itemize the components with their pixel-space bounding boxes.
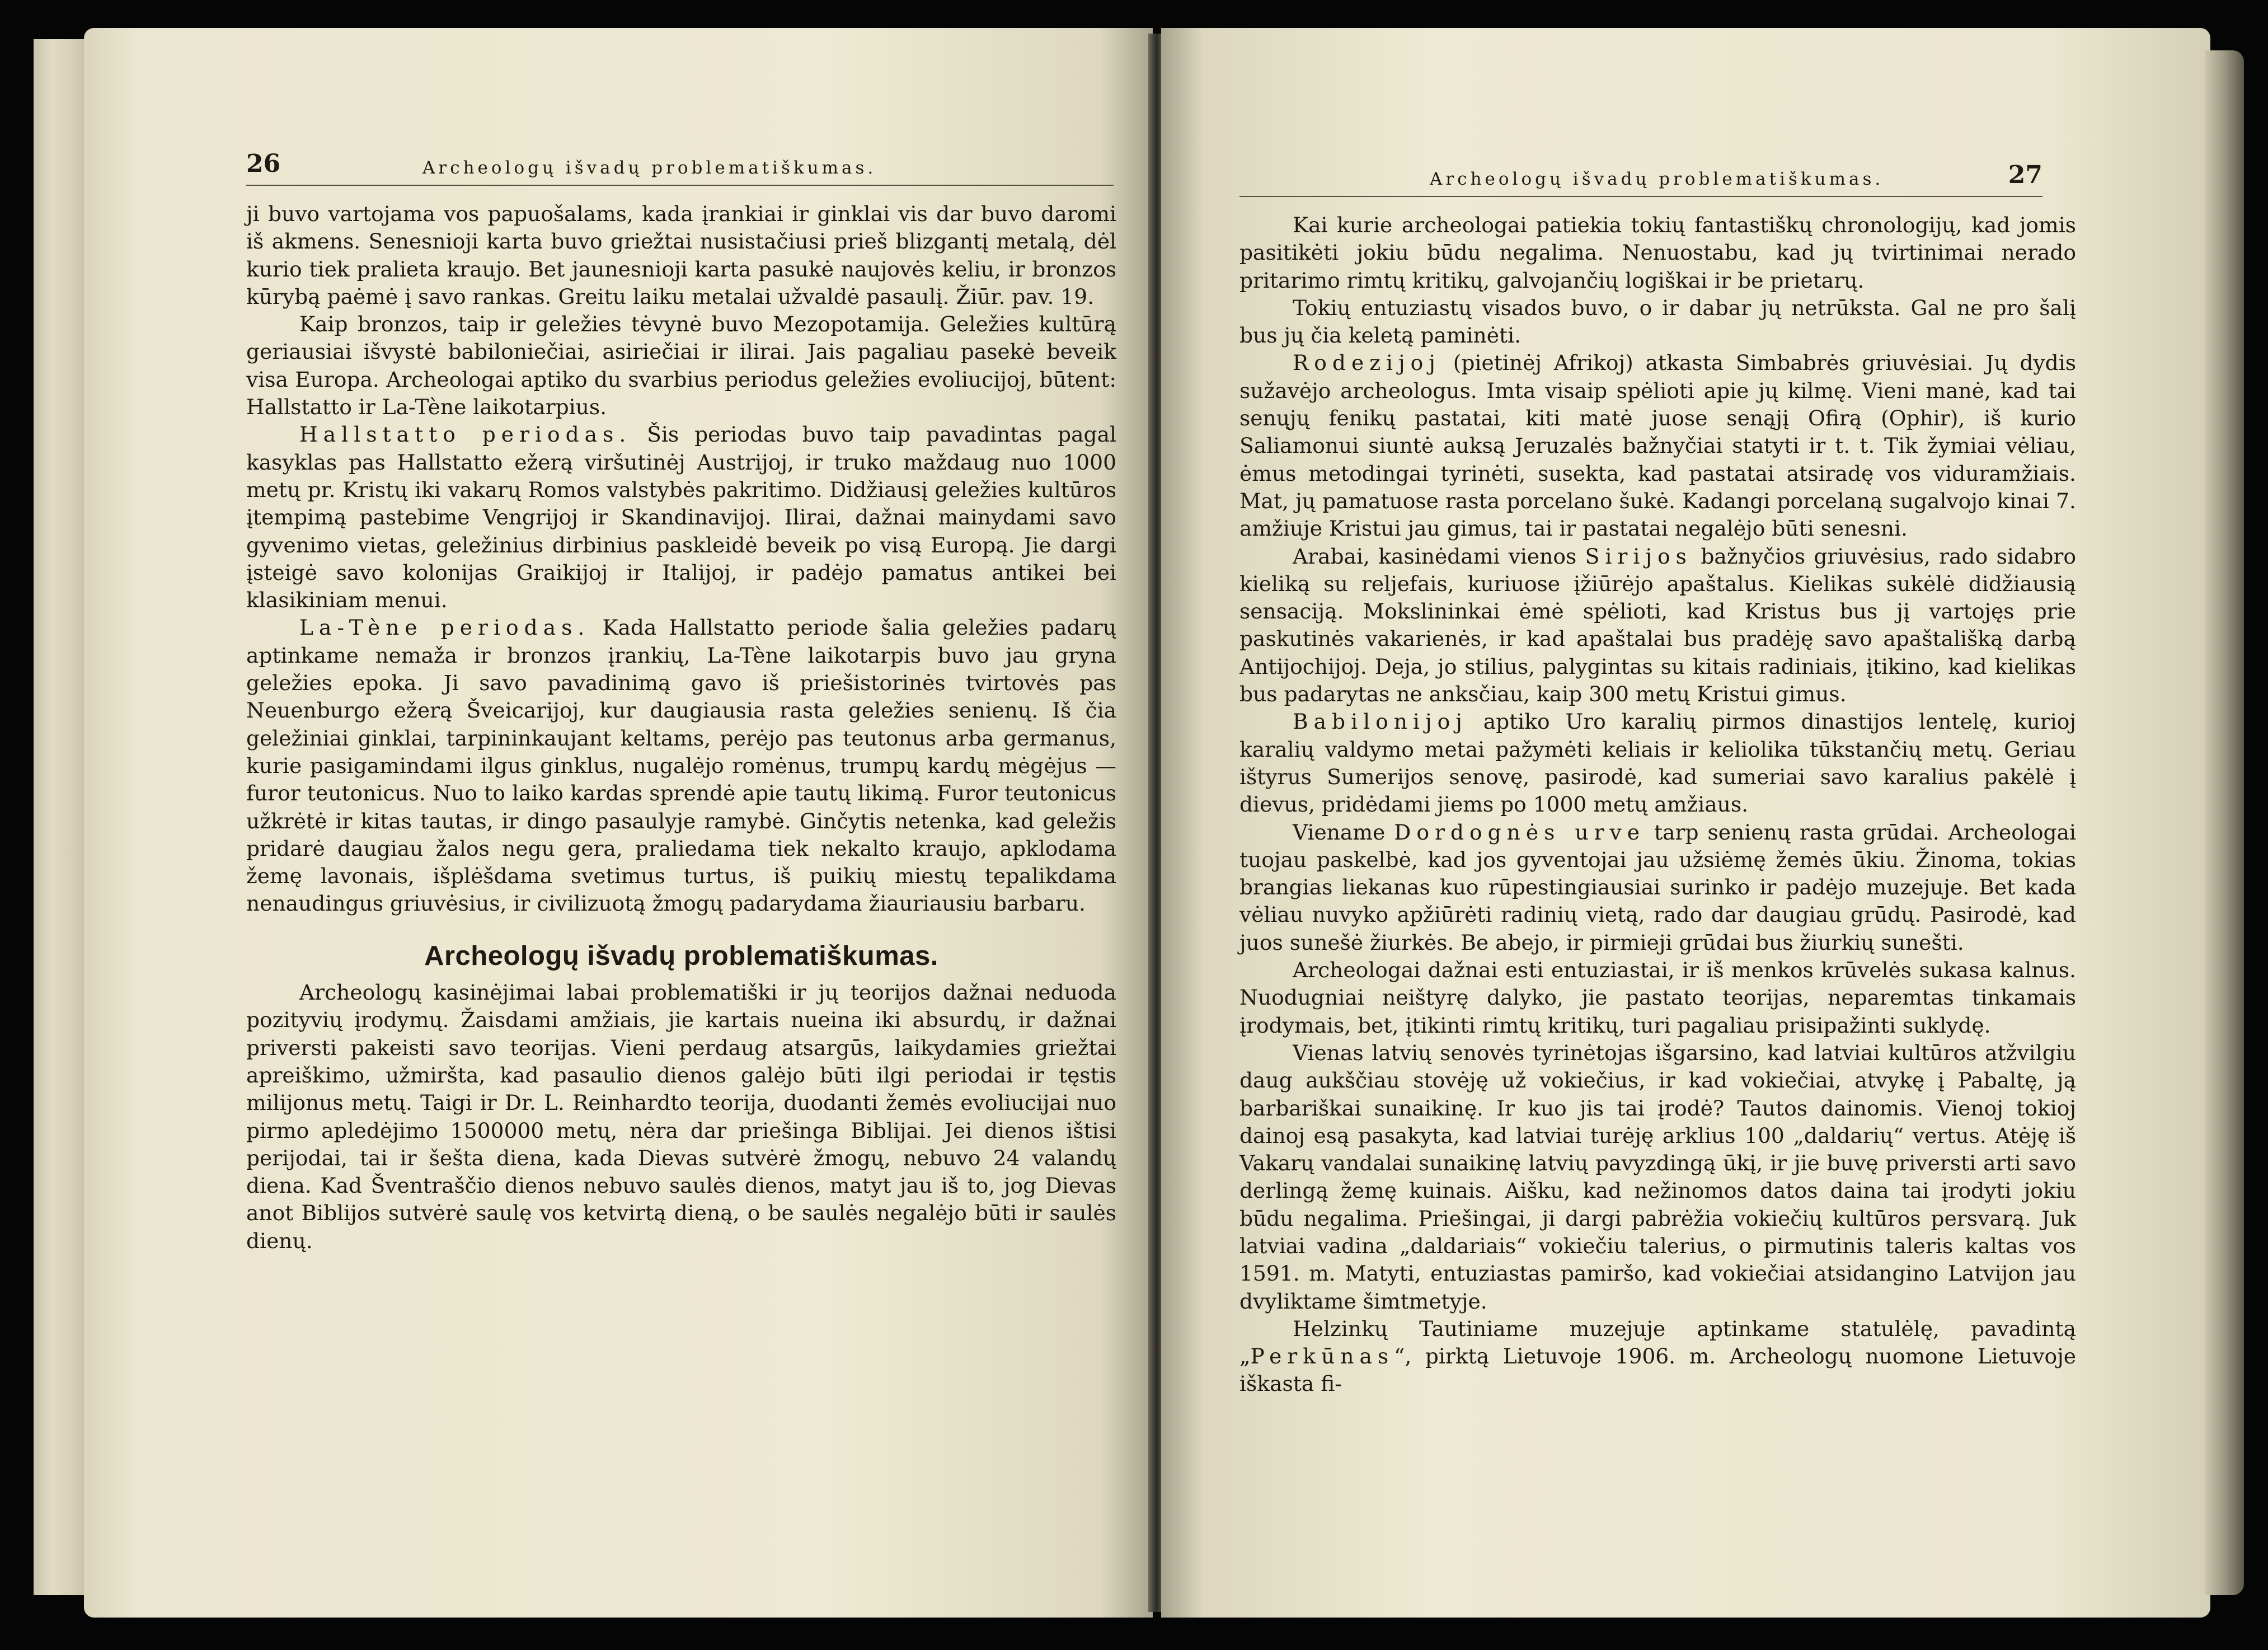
- paragraph: [1239, 708, 2076, 818]
- paragraph: Archeologų kasinėjimai labai problematiški ir jų teorijos dažnai neduoda pozityvių įrodymų. Žaisdami amžiais, jie kartais nueina iki absurdų, ir dažnai priversti pakeisti savo teorijas. Vieni perdaug atsargūs, laikydamies griežtai apreiškimo, užmiršta, kad pasaulio dienos galėjo būti ilgi periodai ir tęstis milijonus metų. Taigi ir Dr. L. Reinhardto teorija, duodanti žemės evoliucijai nuo pirmo apledėjimo 1500000 metų, nėra dar priešinga Biblijai. Jei dienos ištisi perijodai, tai ir šešta diena, kada Dievas sutvėrė žmogų, nebuvo 24 valandų diena. Kad Šventraščio dienos nebuvo saulės dienos, matyt jau iš to, jog Dievas anot Biblijos sutvėrė saulę vos ketvirtą dieną, o be saulės negalėjo būti ir saulės dienų.: [246, 980, 1116, 1253]
- paragraph: [246, 421, 1116, 614]
- paragraph: [1239, 543, 2076, 709]
- paragraph-text: bažnyčios griuvėsius, rado sidabro kieliką su reljefais, kuriuose įžiūrėjo apaštalus. Kielikas sukėlė didžiausią sensaciją. Mokslininkai ėmė spėlioti, kad Kristus bus jį vartojęs prie paskutinės vakarienės, ir kad apaštalai bus pradėję savo apaštališką darbą Antijochijoj. Deja, jo stilius, palygintas su kitais radiniais, įtikino, kad kielikas bus padarytas ne anksčiau, kaip 300 metų Kristui gimus.: [1239, 543, 2076, 707]
- paragraph: [1239, 349, 2076, 542]
- running-head: Archeologų išvadų problematiškumas.: [1430, 169, 1884, 189]
- paragraph-lead: Hallstatto periodas.: [299, 422, 632, 447]
- paragraph-text: tarp senienų rasta grūdai. Archeologai tuojau paskelbė, kad jos gyventojai jau užsiėmę žemės ūkiu. Žinoma, tokias brangias liekanas kuo rūpestingiausiai surinko ir padėjo muzejuje. Bet kada vėliau nuvyko apžiūrėti radinių vietą, rado dar daugiau grūdų. Pasirodė, kad juos sunešė žiurkės. Be abejo, ir pirmieji grūdai bus žiurkių sunešti.: [1239, 819, 2076, 955]
- paragraph-text: Kada Hallstatto periode šalia geležies padarų aptinkame nemaža ir bronzos įrankių, La-Tène laikotarpis buvo jau gryna geležies epoka. Ji savo pavadinimą gavo iš priešistorinės tvirtovės pas Neuenburgo ežerą Šveicarijoj, kur daugiausia rasta geležies senienų. Iš čia geležiniai ginklai, tarpininkaujant keltams, perėjo pas teutonus arba germanus, kurie pasigamindami ilgus ginklus, nugalėjo romėnus, trumpų kardų mėgėjus — furor teutonicus. Nuo to laiko kardas sprendė apie tautų likimą. Furor teutonicus užkrėtė ir kitas tautas, ir dingo pasaulyje ramybė. Ginčytis netenka, kad geležis pridarė daugiau žalos negu gera, praliedama tiek nekalto kraujo, apklodama žemę lavonais, išplėšdama svetimus turtus, iš puikių miestų tepalikdama nenaudingus griuvėsius, ir civilizuotą žmogų padarydama žiauriausiu barbaru.: [246, 615, 1116, 916]
- running-head: Archeologų išvadų problematiškumas.: [422, 158, 877, 178]
- paragraph-pre: Helzinkų Tautiniame muzejuje aptinkame statulėlę, pavadintą „: [1239, 1316, 2076, 1369]
- paragraph-lead: Rodezijoj: [1293, 350, 1441, 376]
- paragraph: Archeologai dažnai esti entuziastai, ir iš menkos krūvelės sukasa kalnus. Nuodugniai neištyrę dalyko, jie pastato teorijas, neparemtas tinkamais įrodymais, bet, įtikinti rimtų kritikų, turi pagaliau prisipažinti suklydę.: [1239, 958, 2076, 1038]
- paragraph-text: Šis periodas buvo taip pavadintas pagal kasyklas pas Hallstatto ežerą viršutinėj Austrijoj, ir truko maždaug nuo 1000 metų pr. Kristų iki vakarų Romos valstybės pakritimo. Didžiausį geležies kultūros įtempimą pastebime Vengrijoj ir Skandinavijoj. Ilirai, dažnai mainydami savo gyvenimo vietas, geležinius dirbinius paskleidė beveik po visą Europą. Jie dargi įsteigė savo kolonijas Graikijoj ir Italijoj, ir padėjo pamatus antikei bei klasikiniam menui.: [246, 422, 1116, 613]
- paragraph: [1239, 819, 2076, 957]
- paragraph: [246, 614, 1116, 917]
- right-page: [1161, 28, 2210, 1618]
- paragraph-text: aptiko Uro karalių pirmos dinastijos lentelę, kurioj karalių valdymo metai pažymėti keliais ir keliolika tūkstančių metų. Geriau ištyrus Sumerijos senovę, pasirodė, kad sumeriai savo karalius pakėlė į dievus, pridėdami jiems po 1000 metų amžiaus.: [1239, 709, 2076, 817]
- paragraph-pre: Arabai, kasinėdami vienos: [1293, 543, 1585, 569]
- left-page: [84, 28, 1153, 1618]
- page-number: 26: [246, 149, 281, 178]
- paragraph-lead: Sirijos: [1585, 543, 1692, 569]
- paragraph-text: (pietinėj Afrikoj) atkasta Simbabrės griuvėsiai. Jų dydis sužavėjo archeologus. Imta visaip spėlioti apie jų kilmę. Vieni manė, kad tai senųjų fenikų pastatai, kiti matė juose senąjį Ofirą (Ophir), iš kurio Saliamonui siuntė auksą Jeruzalės bažnyčiai statyti ir t. t. Tik žymiai vėliau, ėmus metodingai tyrinėti, susekta, kad pastatai atsiradę vos viduramžiais. Mat, jų pamatuose rasta porcelano šukė. Kadangi porcelaną sugalvojo kinai 7. amžiuje Kristui jau gimus, tai ir pastatai negalėjo būti senesni.: [1239, 350, 2076, 541]
- paragraph-pre: Viename: [1293, 819, 1394, 845]
- page-number: 27: [2008, 161, 2042, 189]
- section-title: Archeologų išvadų problematiškumas.: [424, 940, 938, 971]
- left-page-body: [246, 200, 1116, 1255]
- paragraph-lead: Babilonijoj: [1293, 709, 1468, 734]
- left-page-header: [246, 137, 1114, 186]
- right-page-body: [1239, 212, 2076, 1398]
- paragraph-text: “, pirktą Lietuvoje 1906. m. Archeologų nuomone Lietuvoje iškasta fi-: [1239, 1344, 2076, 1396]
- paragraph-lead: Dordognės urve: [1394, 819, 1645, 845]
- right-page-header: [1239, 151, 2042, 197]
- book-fore-edge: [2205, 50, 2244, 1595]
- paragraph-lead: La-Tène periodas.: [299, 615, 590, 640]
- paragraph: Kai kurie archeologai patiekia tokių fantastiškų chronologijų, kad jomis pasitikėti jokiu būdu negalima. Nenuostabu, kad jų tvirtinimai nerado pritarimo rimtų kritikų, galvojančių logiškai ir be prietarų.: [1239, 213, 2076, 293]
- paragraph: [1239, 1315, 2076, 1398]
- paragraph: Kaip bronzos, taip ir geležies tėvynė buvo Mezopotamija. Geležies kultūrą geriausiai išvystė babiloniečiai, asiriečiai ir ilirai. Jais pagaliau pasekė beveik visa Europa. Archeologai aptiko du svarbius periodus geležies evoliucijoj, būtent: Hallstatto ir La-Tène laikotarpius.: [246, 312, 1116, 420]
- paragraph: Vienas latvių senovės tyrinėtojas išgarsino, kad latviai kultūros atžvilgiu daug aukščiau stovėję už vokiečius, ir kad vokiečiai, atvykę į Pabaltę, ją barbariškai sunaikinę. Ir kuo jis tai įrodė? Tautos dainomis. Vienoj tokioj dainoj esą pasakyta, kad latviai turėję arklius 100 „daldarių“ vertus. Atėję iš Vakarų vandalai sunaikinę latvių pavyzdingą ūkį, ir jie buvę priversti arti savo derlingą žemę kuinais. Aišku, kad nežinomos datos daina tai įrodyti jokiu būdu negalima. Priešingai, ji dargi pabrėžia vokiečių kultūros persvarą. Juk latviai vadina „daldariais“ vokiečiu talerius, o pirmutinis taleris kaltas vos 1591. m. Matyti, entuziastas pamiršo, kad vokiečiai atsidangino Latvijon jau dvyliktame šimtmetyje.: [1239, 1040, 2076, 1314]
- paragraph: Tokių entuziastų visados buvo, o ir dabar jų netrūksta. Gal ne pro šalį bus jų čia keletą paminėti.: [1239, 295, 2076, 348]
- paragraph: ji buvo vartojama vos papuošalams, kada įrankiai ir ginklai vis dar buvo daromi iš akmens. Senesnioji karta buvo griežtai nusistačiusi prieš blizgantį metalą, dėl kurio tiek pralieta kraujo. Bet jaunesnioji karta pasukė naujovės keliu, ir bronzos kūrybą paėmė į savo rankas. Greitu laiku metalai užvaldė pasaulį. Žiūr. pav. 19.: [246, 201, 1116, 309]
- paragraph-lead: Perkūnas: [1250, 1344, 1394, 1369]
